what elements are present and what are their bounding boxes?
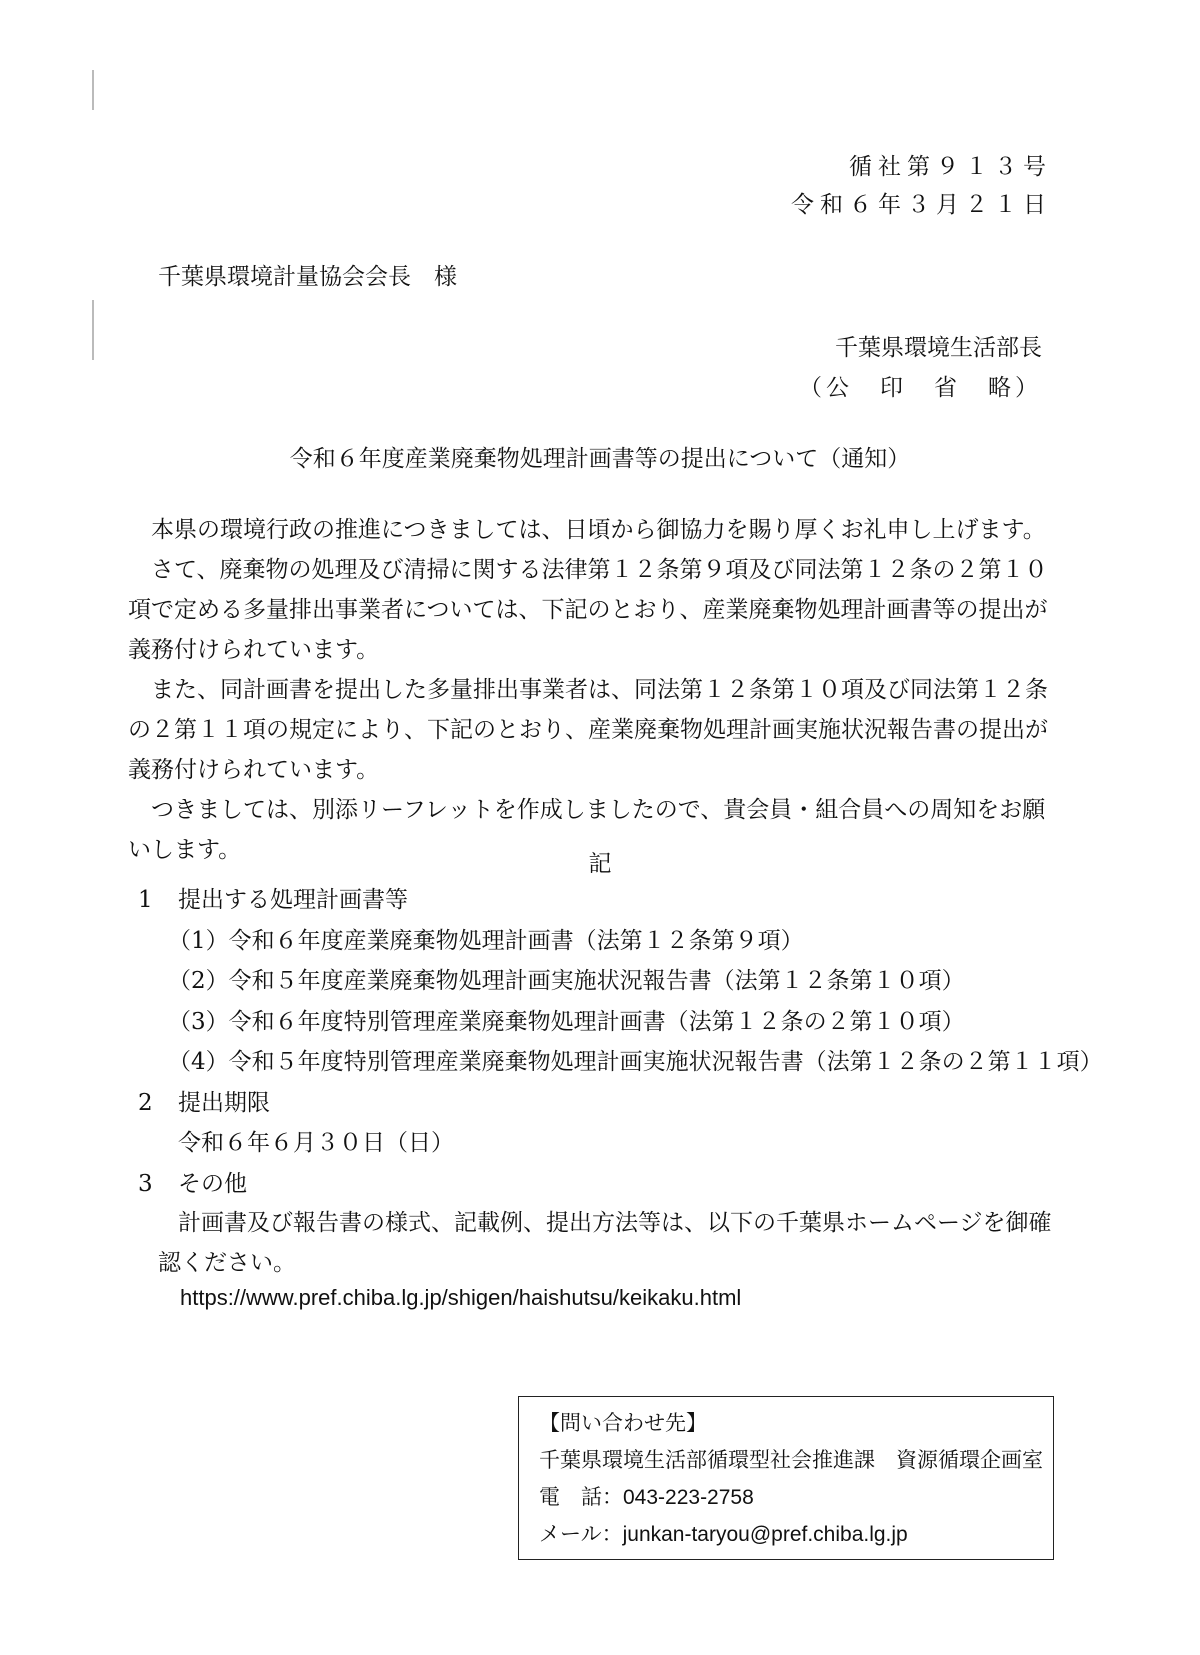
body-paragraph: 本県の環境行政の推進につきましては、日頃から御協力を賜り厚くお礼申し上げます。: [151, 517, 1046, 543]
deadline-date: 令和６年６月３０日（日）: [178, 1130, 454, 1156]
contact-email-row: [539, 1516, 1053, 1553]
sender-title: 千葉県環境生活部長: [835, 335, 1042, 361]
list-item: （3）令和６年度特別管理産業廃棄物処理計画書（法第１２条の２第１０項）: [168, 1008, 965, 1035]
seal-note: （公 印 省 略）: [799, 375, 1042, 401]
section-1-heading: [138, 880, 1103, 921]
body-paragraph: つきましては、別添リーフレットを作成しましたので、貴会員・組合員への周知をお願いします。: [128, 797, 1046, 863]
section-number: 2: [138, 1089, 153, 1116]
body-paragraph: さて、廃棄物の処理及び清掃に関する法律第１２条第９項及び同法第１２条の２第１０項で定める多量排出事業者については、下記のとおり、産業廃棄物処理計画書等の提出が義務付けられています。: [128, 557, 1048, 663]
scan-margin-mark: [92, 70, 94, 110]
section-number: 1: [138, 887, 153, 913]
document-number: 循社第９１３号: [849, 154, 1052, 180]
email-label: メール：: [539, 1522, 623, 1546]
sender-block: [799, 328, 1042, 408]
body-paragraph: また、同計画書を提出した多量排出事業者は、同法第１２条第１０項及び同法第１２条の２第１１項の規定により、下記のとおり、産業廃棄物処理計画実施状況報告書の提出が義務付けられています。: [128, 677, 1048, 783]
list-item: （4）令和５年度特別管理産業廃棄物処理計画実施状況報告書（法第１２条の２第１１項）: [168, 1049, 1103, 1075]
section-title: 提出する処理計画書等: [178, 887, 408, 913]
details-list: [138, 880, 1103, 1204]
section-title: 提出期限: [178, 1089, 270, 1116]
list-item: （2）令和５年度産業廃棄物処理計画実施状況報告書（法第１２条第１０項）: [168, 968, 965, 994]
document-subject: 令和６年度産業廃棄物処理計画書等の提出について（通知）: [289, 446, 911, 472]
phone-number: 043-223-2758: [623, 1486, 754, 1509]
section-2-heading: [138, 1083, 1103, 1124]
email-address[interactable]: junkan-taryou@pref.chiba.lg.jp: [622, 1523, 908, 1546]
contact-phone-row: [539, 1479, 1053, 1516]
section-title: その他: [178, 1170, 247, 1197]
issue-date: 令和６年３月２１日: [791, 192, 1052, 218]
addressee: 千葉県環境計量協会会長 様: [158, 264, 457, 290]
section-3-heading: [138, 1164, 1103, 1205]
contact-department: 千葉県環境生活部循環型社会推進課 資源循環企画室: [539, 1448, 1043, 1472]
body-text: [128, 510, 1060, 870]
scan-margin-mark: [92, 300, 94, 360]
section-number: 3: [138, 1170, 153, 1197]
phone-label: 電 話：: [539, 1485, 623, 1509]
list-item: （1）令和６年度産業廃棄物処理計画書（法第１２条第９項）: [168, 927, 804, 954]
ki-heading: 記: [588, 851, 612, 877]
website-link[interactable]: https://www.pref.chiba.lg.jp/shigen/haishutsu/keikaku.html: [180, 1285, 742, 1310]
other-note: 計画書及び報告書の様式、記載例、提出方法等は、以下の千葉県ホームページを御確認ください。: [158, 1210, 1052, 1276]
contact-heading: 【問い合わせ先】: [539, 1411, 707, 1435]
reference-block: [791, 148, 1052, 224]
contact-box: [518, 1396, 1054, 1560]
